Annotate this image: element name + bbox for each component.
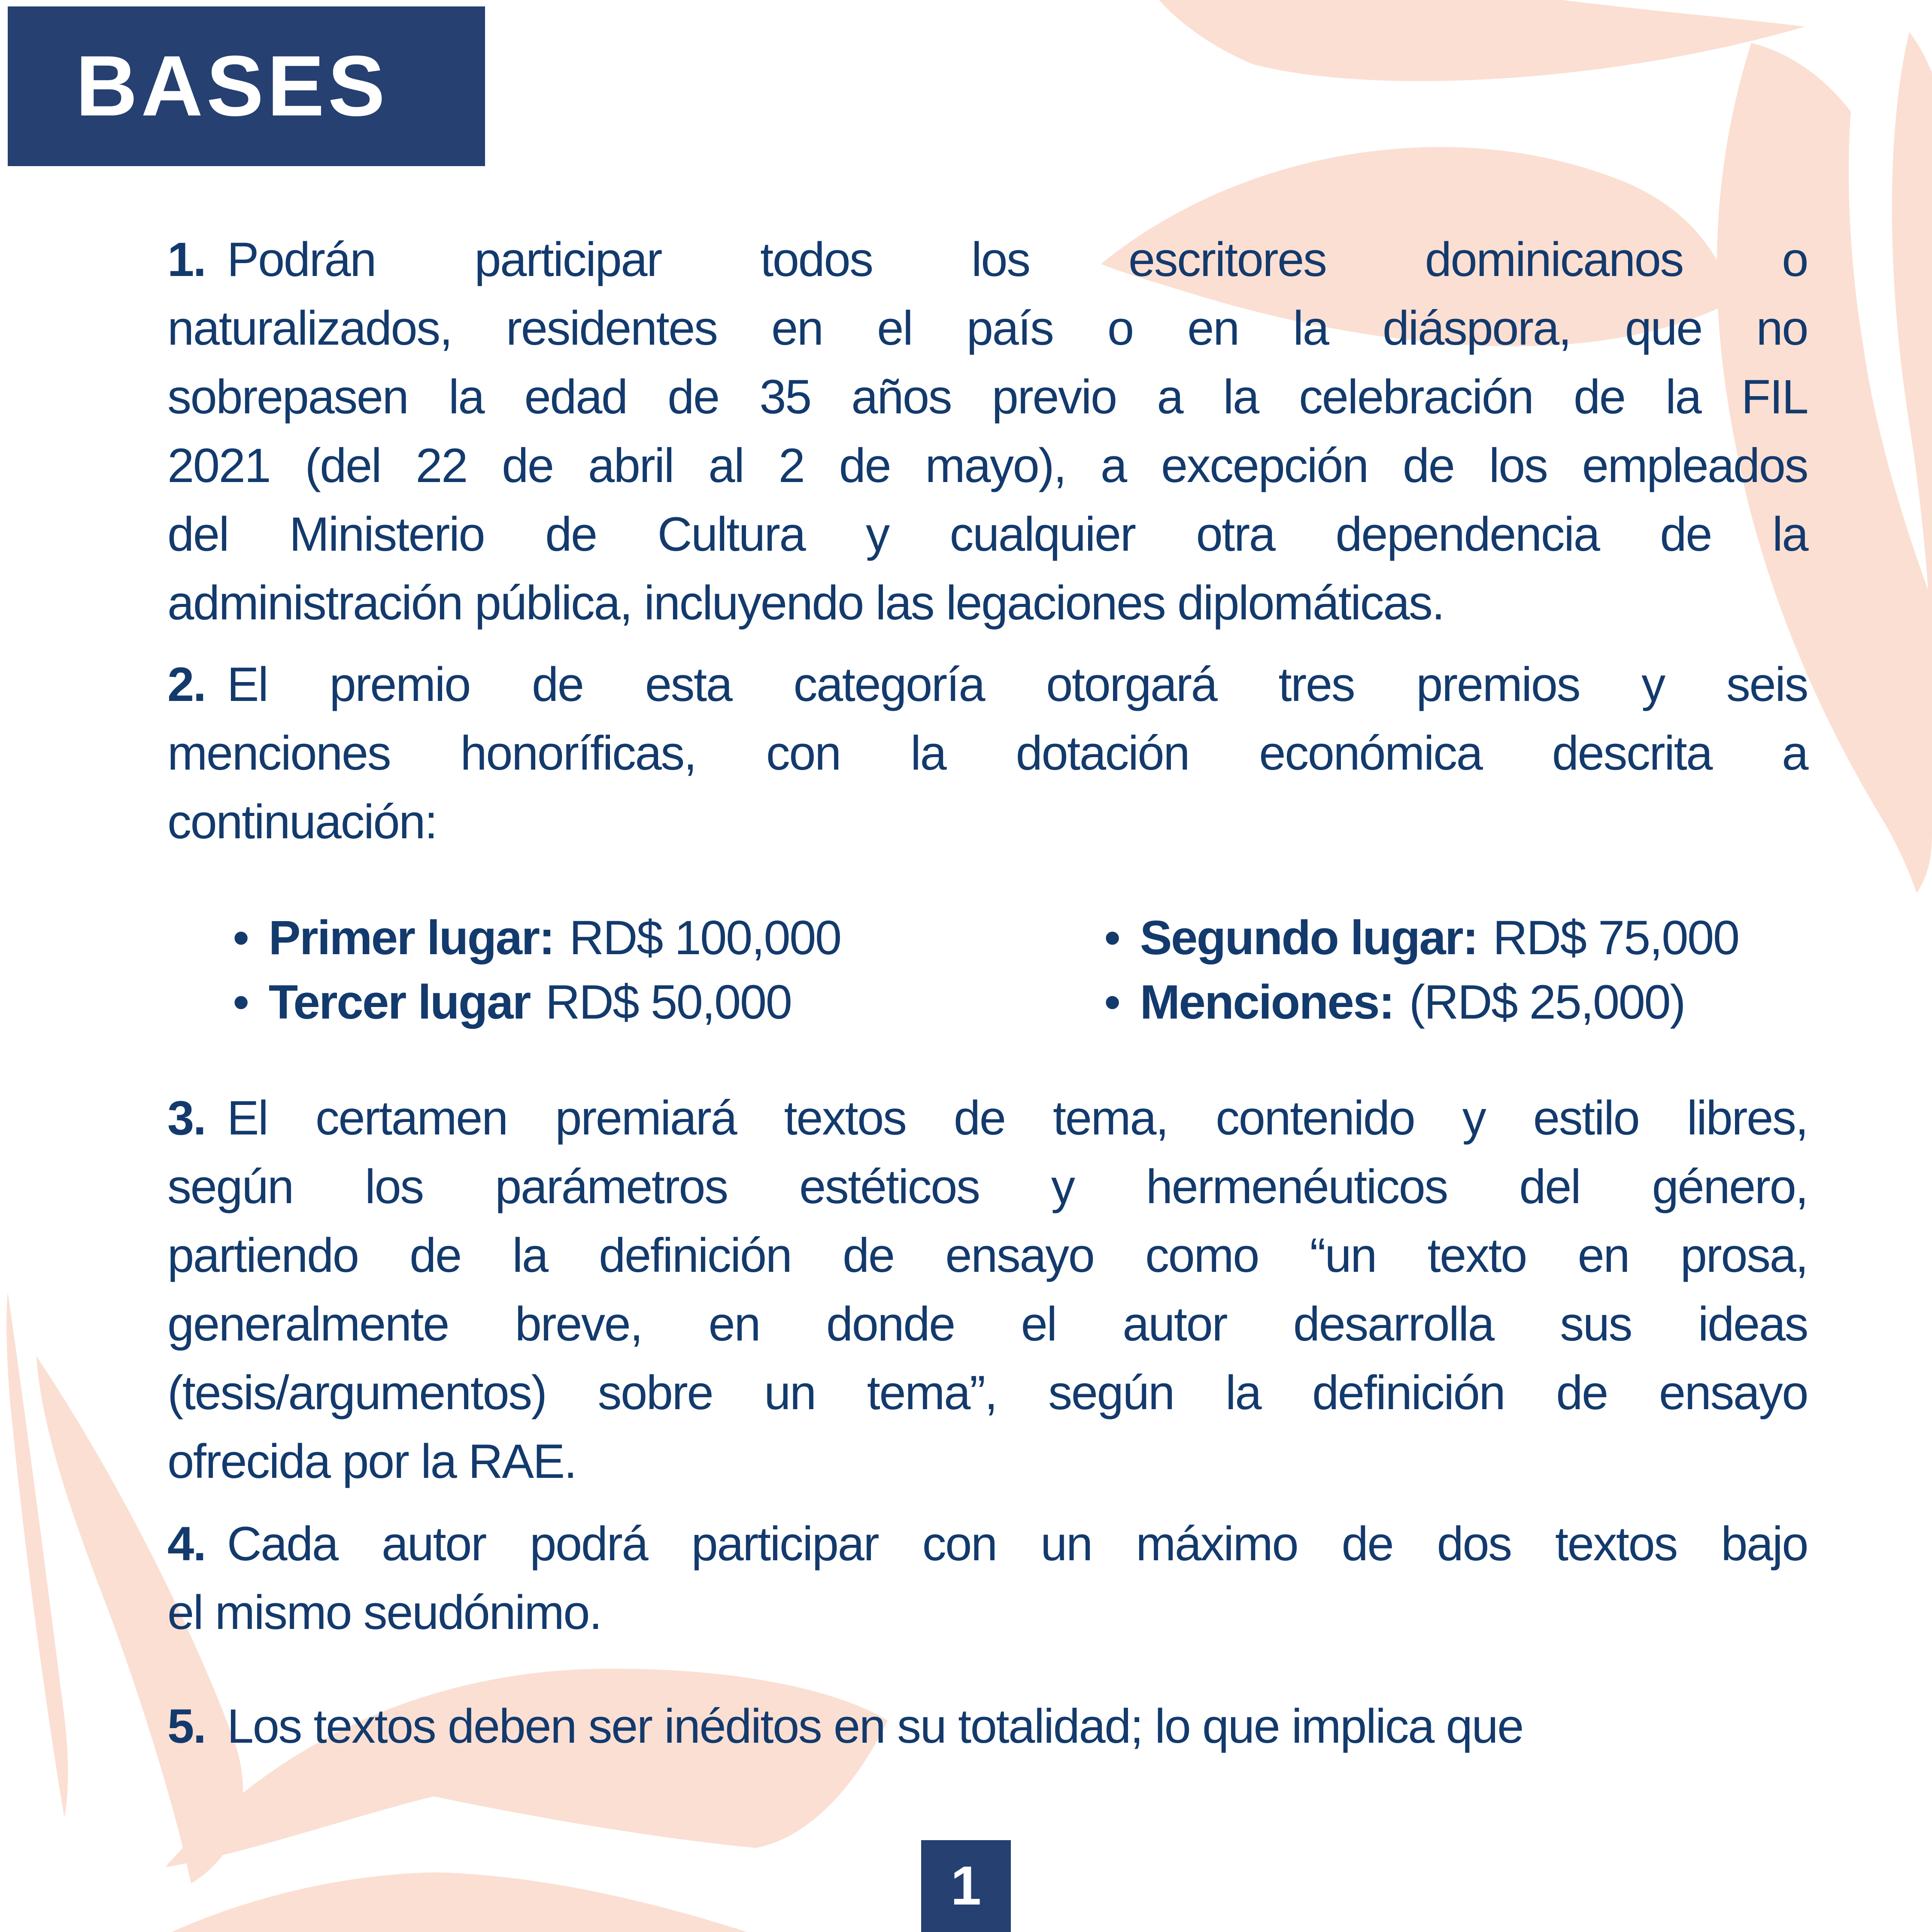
line-text: 2021 (del 22 de abril al 2 de mayo), a excepción de los empleados (167, 439, 1808, 492)
paragraph-line (167, 431, 1808, 500)
paragraph-line (167, 719, 1808, 788)
prize-mentions (1039, 970, 1808, 1034)
paragraph-line (167, 1221, 1808, 1290)
prize-amount: RD$ 100,000 (569, 911, 841, 964)
paragraph-line (167, 225, 1808, 294)
prize-amount: (RD$ 25,000) (1409, 975, 1685, 1029)
line-text: el mismo seudónimo. (167, 1586, 601, 1639)
bullet-icon: • (233, 975, 249, 1029)
prize-label: Primer lugar: (268, 911, 554, 964)
paragraph-line (167, 294, 1808, 363)
paragraph-line (167, 1084, 1808, 1153)
bullet-icon: • (1104, 911, 1120, 964)
hump-bottom-edge (172, 1872, 747, 1932)
item-number: 2. (167, 658, 206, 711)
line-text: ofrecida por la RAE. (167, 1435, 576, 1488)
bullet-icon: • (1104, 975, 1120, 1029)
paragraph-line (167, 569, 1808, 637)
paragraph-line (167, 363, 1808, 431)
rule-item-1 (167, 225, 1808, 637)
line-text: Cada autor podrá participar con un máximo de dos textos bajo (227, 1517, 1808, 1571)
paragraph-line (167, 1427, 1808, 1496)
prize-label: Segundo lugar: (1140, 911, 1478, 964)
line-text: naturalizados, residentes en el país o en la diáspora, que no (167, 301, 1808, 355)
paragraph-line (167, 1692, 1808, 1761)
line-text: continuación: (167, 795, 437, 849)
line-text: administración pública, incluyendo las legaciones diplomáticas. (167, 576, 1444, 630)
paragraph-line (167, 500, 1808, 569)
line-text: (tesis/argumentos) sobre un tema”, según la definición de ensayo (167, 1366, 1808, 1419)
prize-label: Tercer lugar (268, 975, 530, 1029)
prize-label: Menciones: (1140, 975, 1394, 1029)
rule-item-2 (167, 650, 1808, 856)
prize-third (167, 970, 1039, 1034)
bullet-icon: • (233, 911, 249, 964)
paragraph-line (167, 1290, 1808, 1359)
line-text: menciones honoríficas, con la dotación económica descrita a (167, 726, 1808, 780)
sliver-left-thin (6, 1292, 68, 1818)
item-number: 5. (167, 1699, 206, 1753)
page-title: BASES (76, 38, 389, 134)
rule-item-3 (167, 1084, 1808, 1496)
prize-second (1039, 906, 1808, 970)
line-text: Podrán participar todos los escritores dominicanos o (227, 233, 1808, 286)
line-text: según los parámetros estéticos y hermenéuticos del género, (167, 1160, 1808, 1213)
line-text: partiendo de la definición de ensayo como “un texto en prosa, (167, 1228, 1808, 1282)
prize-amount: RD$ 50,000 (545, 975, 792, 1029)
paragraph-line (167, 1510, 1808, 1578)
item-number: 3. (167, 1091, 206, 1145)
line-text: El premio de esta categoría otorgará tres premios y seis (227, 658, 1808, 711)
prize-first (167, 906, 1039, 970)
paragraph-line (167, 1153, 1808, 1221)
rule-item-5 (167, 1692, 1808, 1761)
rules-text (167, 0, 1808, 1761)
line-text: sobrepasen la edad de 35 años previo a la celebración de la FIL (167, 370, 1808, 424)
paragraph-line (167, 650, 1808, 719)
paragraph-line (167, 1359, 1808, 1427)
prize-list (167, 906, 1808, 1034)
line-text: El certamen premiará textos de tema, contenido y estilo libres, (227, 1091, 1808, 1145)
page-number-box (921, 1840, 1011, 1932)
title-banner (8, 6, 485, 166)
page-number: 1 (950, 1855, 982, 1917)
paragraph-line (167, 788, 1808, 856)
line-text: Los textos deben ser inéditos en su totalidad; lo que implica que (227, 1699, 1523, 1753)
item-number: 1. (167, 233, 206, 286)
prize-amount: RD$ 75,000 (1492, 911, 1739, 964)
item-number: 4. (167, 1517, 206, 1571)
line-text: generalmente breve, en donde el autor desarrolla sus ideas (167, 1297, 1808, 1351)
line-text: del Ministerio de Cultura y cualquier otra dependencia de la (167, 507, 1808, 561)
paragraph-line (167, 1578, 1808, 1647)
rule-item-4 (167, 1510, 1808, 1647)
